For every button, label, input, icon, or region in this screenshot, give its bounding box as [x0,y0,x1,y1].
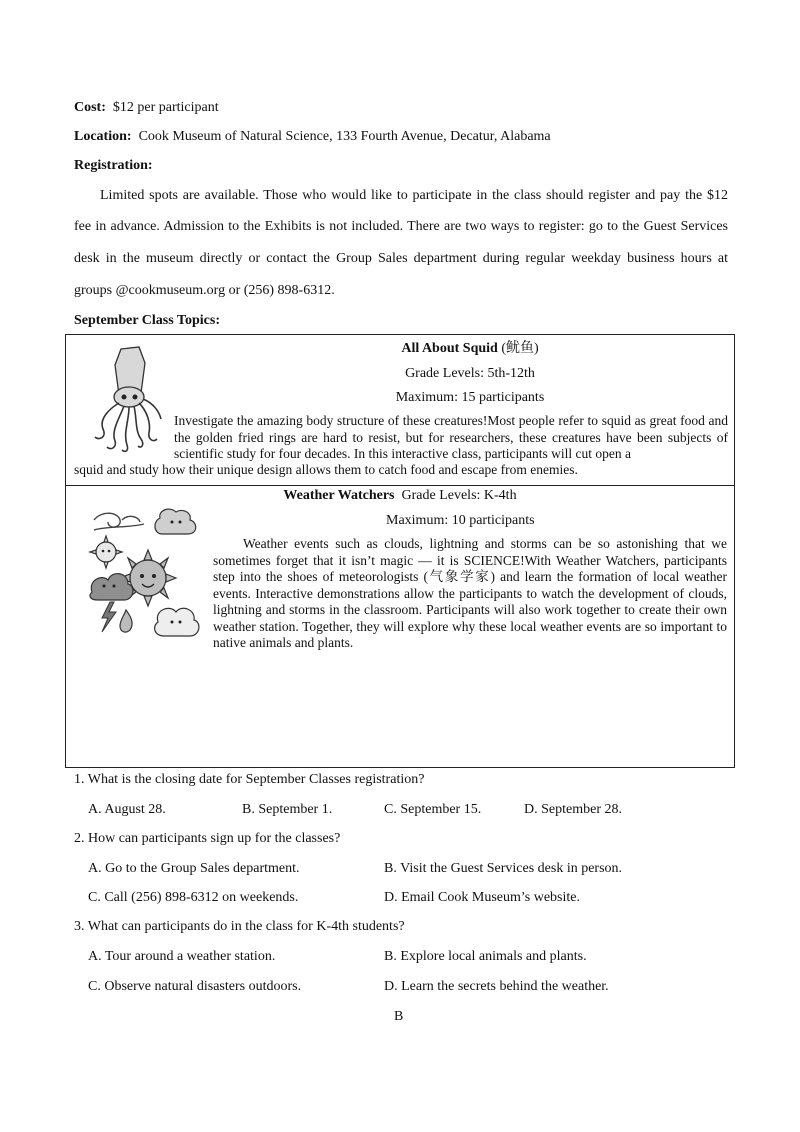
weather-grade: Grade Levels: K-4th [401,488,517,503]
location-value: Cook Museum of Natural Science, 133 Fourth Avenue, Decatur, Alabama [138,129,551,144]
cost-value: $12 per participant [112,100,219,115]
weather-description: Weather events such as clouds, lightning and storms can be so astonishing that we sometimes forget that it isn’t magic — it is SCIENCE!With Weather Watchers, participants step into the shoes of meteorologists (气象学家) and learn the formation of local weather events. Interactive demonstrations allow the participants to watch the development of clouds, lightning and storms in the classroom. Participants will also work together to create their own weather station. Together, they will explore why these local weather events are so important to native animals and plants. [213,536,727,650]
question-3-option-c: C. Observe natural disasters outdoors. [88,979,302,994]
cost-line [74,99,728,117]
squid-maximum: Maximum: 15 participants [395,390,545,405]
registration-label: Registration: [74,158,153,173]
weather-maximum: Maximum: 10 participants [386,513,535,528]
weather-cartoon-icon [88,506,203,646]
squid-grade: Grade Levels: 5th-12th [405,366,535,381]
cost-label: Cost: [74,100,106,115]
question-2: 2. How can participants sign up for the classes? [74,831,341,846]
weather-title: Weather Watchers [283,488,395,503]
squid-description: Investigate the amazing body structure of these creatures!Most people refer to squid as great food and the golden fried rings are hard to resist, but for researchers, these creatures have been subjects of scientific study for four decades. In this interactive class, participants will cut open a [174,413,728,461]
question-2-option-d: D. Email Cook Museum’s website. [384,890,580,905]
question-1-option-b: B. September 1. [242,802,333,817]
squid-icon [91,345,166,455]
question-2-option-a: A. Go to the Group Sales department. [88,861,300,876]
registration-line-3: desk in the museum directly or contact the Group Sales department during regular weekday business hours at [74,251,728,266]
question-3-option-d: D. Learn the secrets behind the weather. [384,979,609,994]
question-1-option-a: A. August 28. [88,802,166,817]
registration-line-2: fee in advance. Admission to the Exhibits is not included. There are two ways to register: go to the Guest Services [74,219,728,234]
squid-title-line [206,340,734,358]
question-3-option-a: A. Tour around a weather station. [88,949,276,964]
question-3-option-b: B. Explore local animals and plants. [384,949,587,964]
weather-class-box [65,486,735,768]
registration-line-4: groups @cookmuseum.org or (256) 898-6312. [74,283,335,298]
squid-title: All About Squid [401,341,498,356]
squid-description-last-line: squid and study how their unique design allows them to catch food and escape from enemies. [74,462,578,477]
squid-title-cn: (鱿鱼) [501,341,539,356]
location-line [74,128,728,146]
question-1: 1. What is the closing date for September Classes registration? [74,772,425,787]
question-2-option-b: B. Visit the Guest Services desk in person. [384,861,623,876]
question-3: 3. What can participants do in the class for K-4th students? [74,919,405,934]
answer-key: B [394,1009,404,1024]
squid-class-box [65,334,735,486]
location-label: Location: [74,129,132,144]
question-1-option-d: D. September 28. [524,802,622,817]
question-2-option-c: C. Call (256) 898-6312 on weekends. [88,890,299,905]
registration-line-1: Limited spots are available. Those who would like to participate in the class should register and pay the $12 [100,188,728,203]
topics-label: September Class Topics: [74,313,220,328]
weather-title-line [66,487,734,505]
question-1-option-c: C. September 15. [384,802,482,817]
